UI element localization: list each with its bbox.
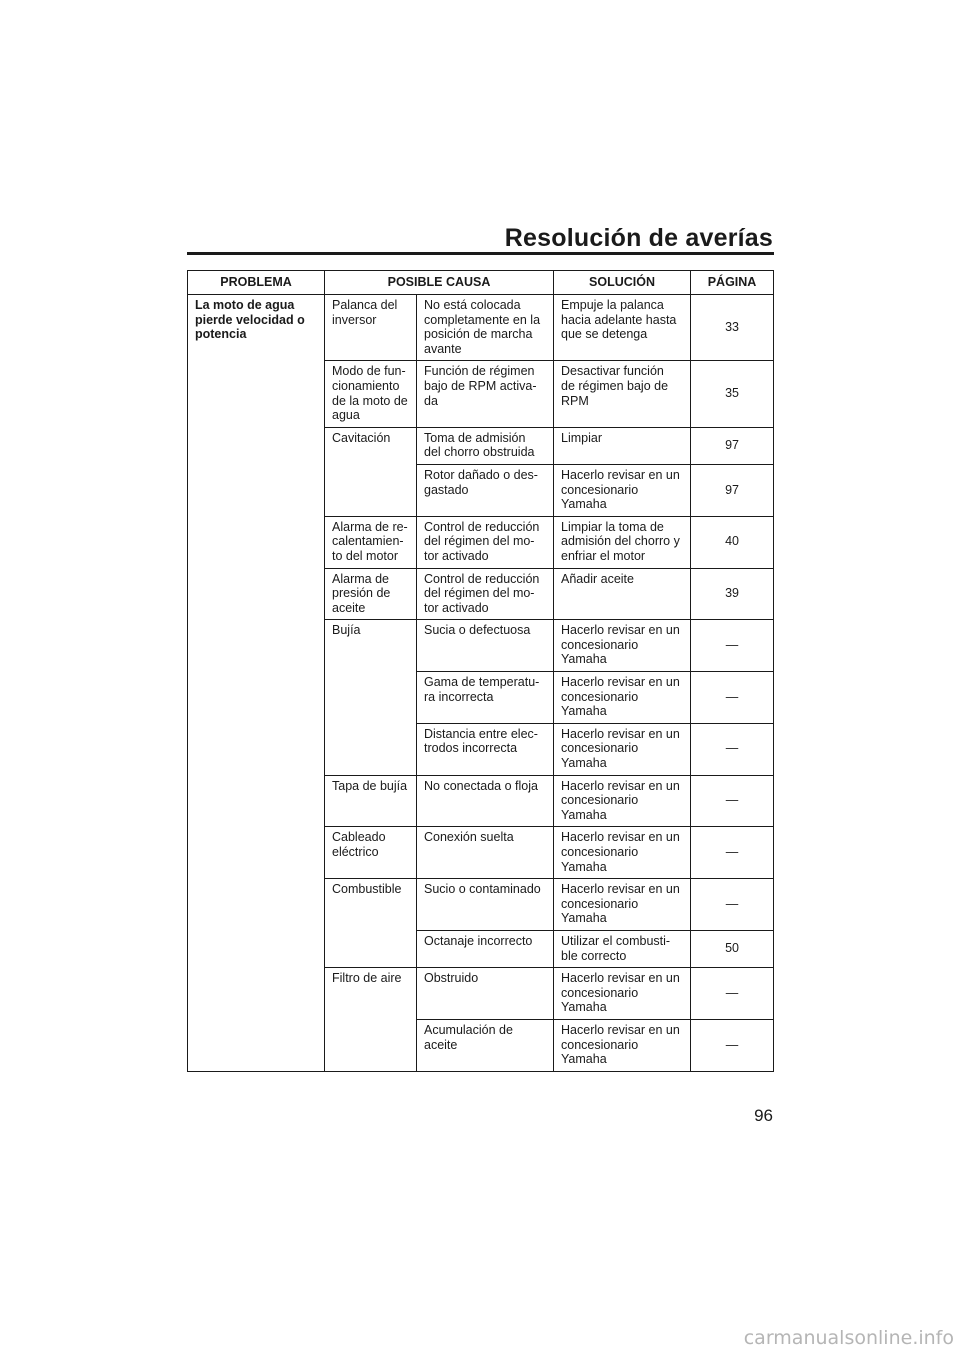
cause-detail-cell: No está colocada completamente en la posición de marcha avante [417, 295, 554, 361]
cause-cell: Alarma de presión de aceite [325, 568, 417, 620]
troubleshooting-table [187, 270, 774, 1072]
title-rule [187, 252, 774, 255]
cause-cell: Filtro de aire [325, 968, 417, 1072]
page-ref-cell: 97 [691, 464, 774, 516]
page-ref-cell: 35 [691, 361, 774, 427]
cause-detail-cell: Rotor dañado o des- gastado [417, 464, 554, 516]
page-ref-cell: 39 [691, 568, 774, 620]
cause-detail-cell: Conexión suelta [417, 827, 554, 879]
solution-cell: Hacerlo revisar en un concesionario Yamaha [554, 620, 691, 672]
page-ref-cell: — [691, 1019, 774, 1071]
page-number: 96 [754, 1106, 773, 1125]
header-pagina: PÁGINA [691, 271, 774, 295]
cause-detail-cell: Función de régimen bajo de RPM activa- da [417, 361, 554, 427]
cause-cell: Palanca del inversor [325, 295, 417, 361]
solution-cell: Limpiar la toma de admisión del chorro y enfriar el motor [554, 516, 691, 568]
cause-detail-cell: Gama de temperatu- ra incorrecta [417, 672, 554, 724]
header-posible-causa: POSIBLE CAUSA [325, 271, 554, 295]
cause-cell: Cavitación [325, 427, 417, 516]
cause-cell: Combustible [325, 879, 417, 968]
cause-detail-cell: Toma de admisión del chorro obstruida [417, 427, 554, 464]
cause-detail-cell: Obstruido [417, 968, 554, 1020]
cause-detail-cell: No conectada o floja [417, 775, 554, 827]
solution-cell: Hacerlo revisar en un concesionario Yamaha [554, 968, 691, 1020]
solution-cell: Hacerlo revisar en un concesionario Yamaha [554, 879, 691, 931]
solution-cell: Utilizar el combusti- ble correcto [554, 930, 691, 967]
table-header-row [188, 271, 774, 295]
page-ref-cell: 33 [691, 295, 774, 361]
header-problema: PROBLEMA [188, 271, 325, 295]
cause-cell: Cableado eléctrico [325, 827, 417, 879]
table-body [188, 295, 774, 1072]
cause-detail-cell: Sucia o defectuosa [417, 620, 554, 672]
solution-cell: Hacerlo revisar en un concesionario Yamaha [554, 464, 691, 516]
page-ref-cell: 50 [691, 930, 774, 967]
solution-cell: Hacerlo revisar en un concesionario Yamaha [554, 672, 691, 724]
page-ref-cell: 97 [691, 427, 774, 464]
page-ref-cell: — [691, 827, 774, 879]
header-solucion: SOLUCIÓN [554, 271, 691, 295]
cause-detail-cell: Octanaje incorrecto [417, 930, 554, 967]
cause-cell: Modo de fun- cionamiento de la moto de agua [325, 361, 417, 427]
cause-detail-cell: Acumulación de aceite [417, 1019, 554, 1071]
cause-cell: Alarma de re- calentamien- to del motor [325, 516, 417, 568]
page-ref-cell: — [691, 723, 774, 775]
solution-cell: Desactivar función de régimen bajo de RPM [554, 361, 691, 427]
solution-cell: Limpiar [554, 427, 691, 464]
solution-cell: Añadir aceite [554, 568, 691, 620]
solution-cell: Hacerlo revisar en un concesionario Yamaha [554, 827, 691, 879]
cause-cell: Bujía [325, 620, 417, 775]
page-ref-cell: — [691, 620, 774, 672]
cause-detail-cell: Control de reducción del régimen del mo- tor activado [417, 568, 554, 620]
page-ref-cell: 40 [691, 516, 774, 568]
cause-detail-cell: Control de reducción del régimen del mo- tor activado [417, 516, 554, 568]
solution-cell: Empuje la palanca hacia adelante hasta que se detenga [554, 295, 691, 361]
solution-cell: Hacerlo revisar en un concesionario Yamaha [554, 1019, 691, 1071]
page-ref-cell: — [691, 672, 774, 724]
table-row [188, 295, 774, 361]
cause-cell: Tapa de bujía [325, 775, 417, 827]
page-title: Resolución de averías [504, 224, 773, 252]
page-ref-cell: — [691, 775, 774, 827]
solution-cell: Hacerlo revisar en un concesionario Yamaha [554, 775, 691, 827]
cause-detail-cell: Distancia entre elec- trodos incorrecta [417, 723, 554, 775]
solution-cell: Hacerlo revisar en un concesionario Yamaha [554, 723, 691, 775]
cause-detail-cell: Sucio o contaminado [417, 879, 554, 931]
problem-cell: La moto de agua pierde velocidad o potencia [188, 295, 325, 1072]
page-ref-cell: — [691, 968, 774, 1020]
page-ref-cell: — [691, 879, 774, 931]
watermark: carmanualsonline.info [743, 1327, 954, 1349]
